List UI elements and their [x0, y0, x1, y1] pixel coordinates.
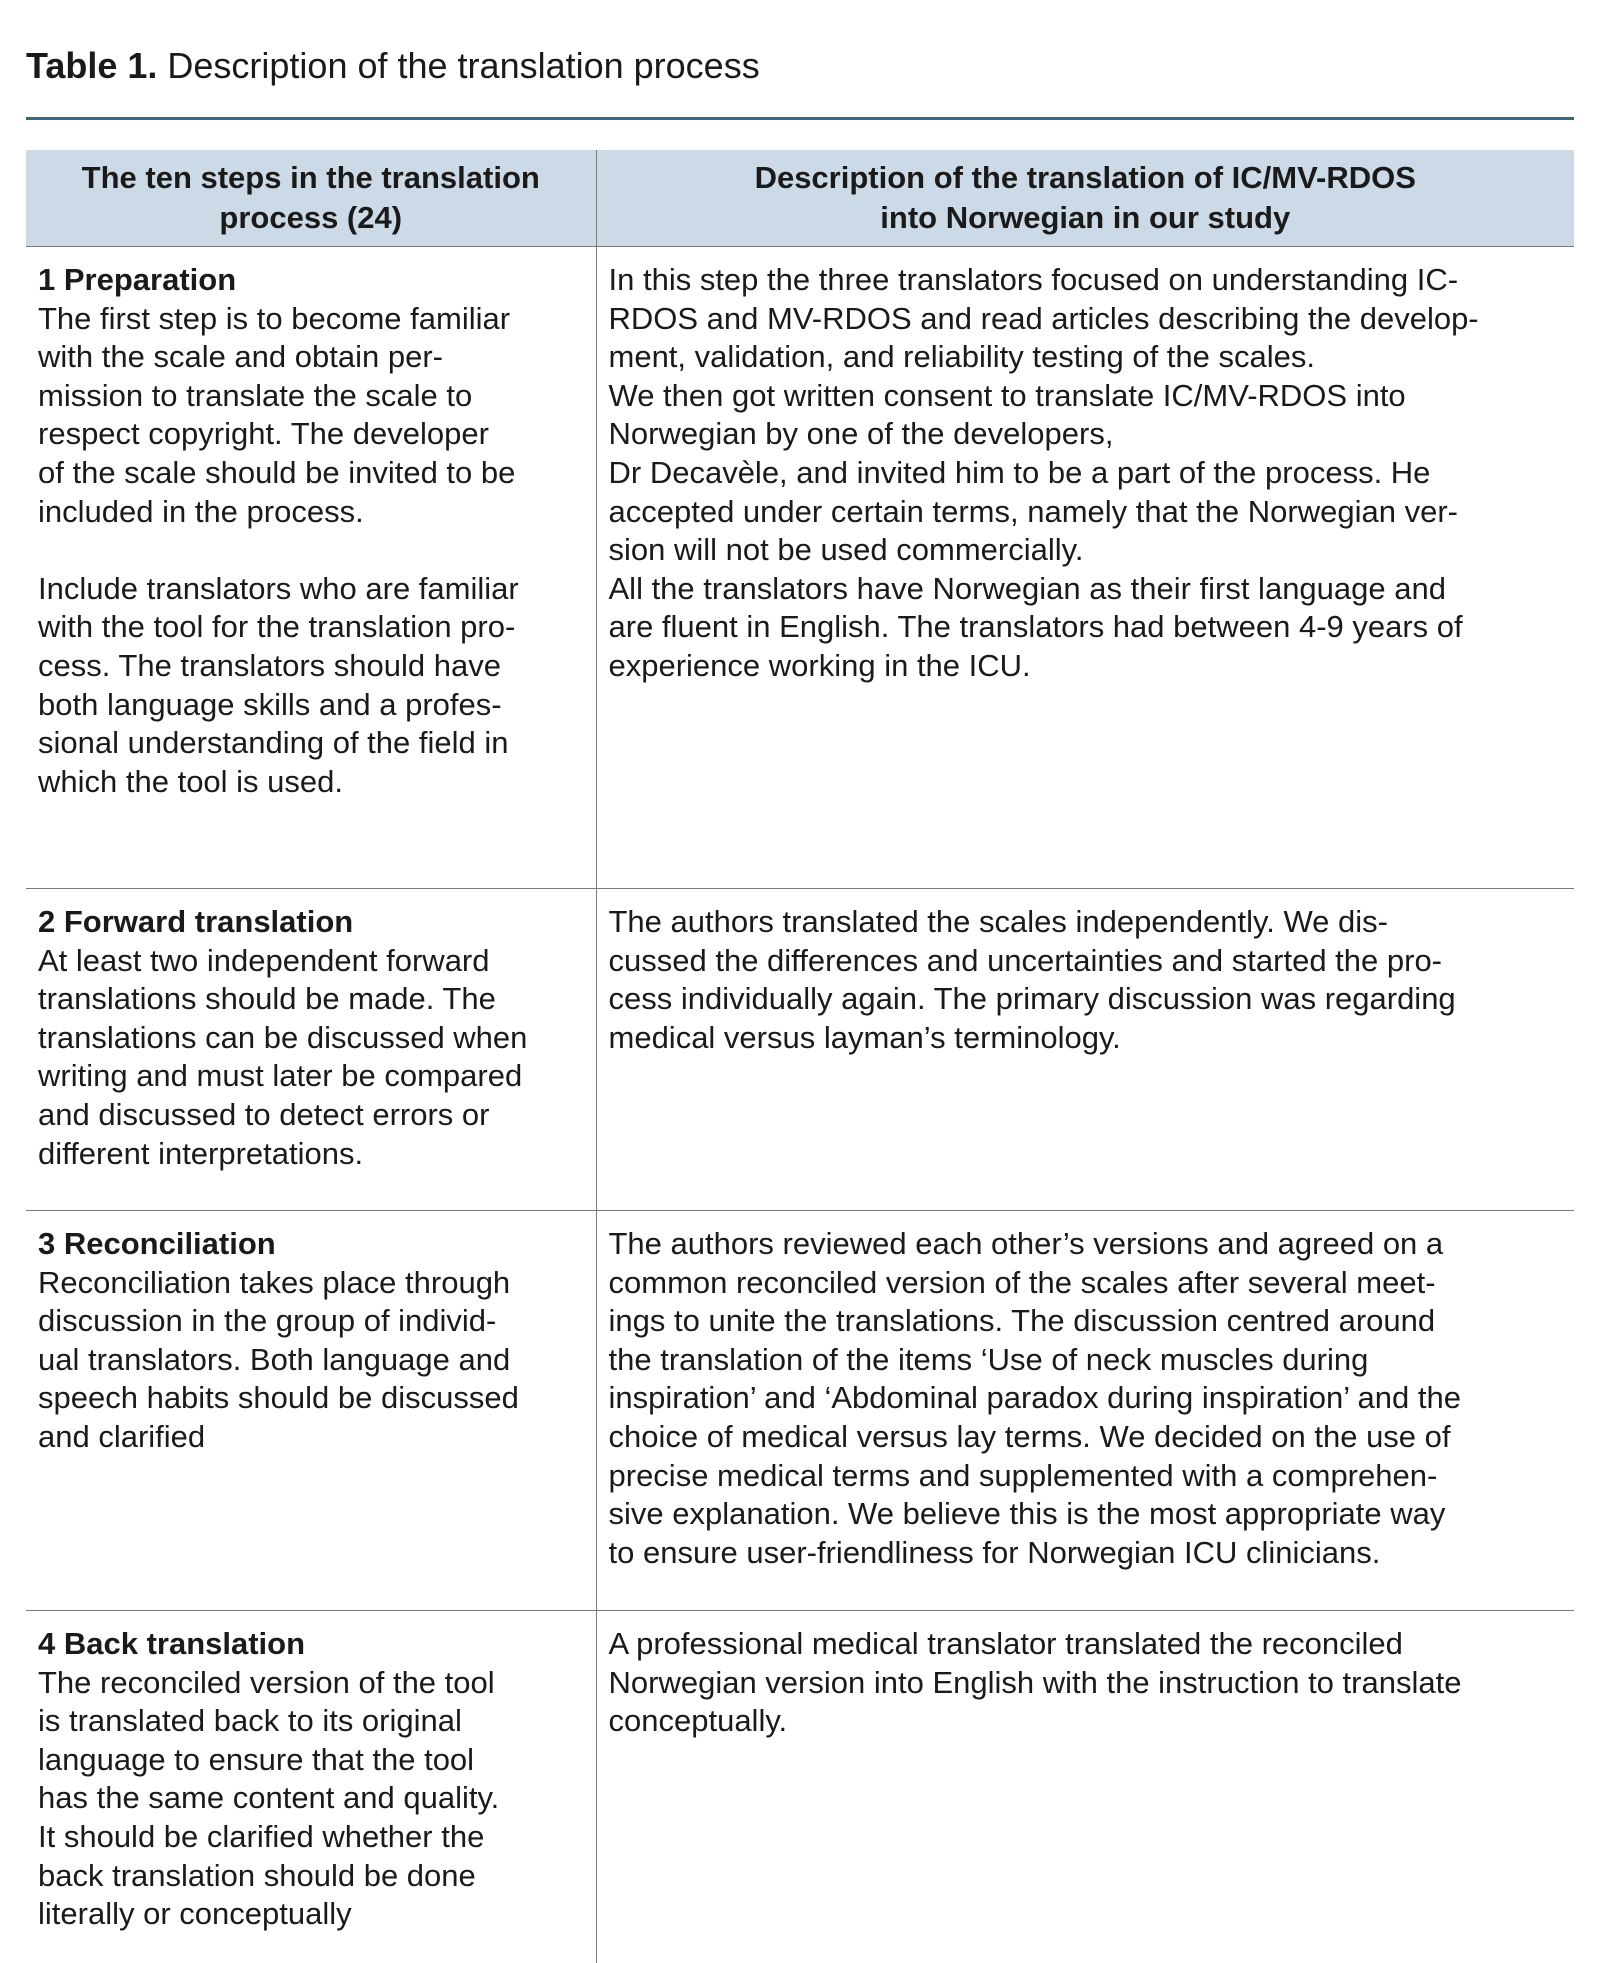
header-steps-line-2: process (24)	[219, 200, 403, 235]
paragraph-gap	[38, 531, 584, 570]
description-text-line: cess individually again. The primary discussion was regarding	[608, 981, 1456, 1017]
description-text-line: A professional medical translator translated the reconciled	[608, 1626, 1403, 1661]
description-text-line: common reconciled version of the scales after several meet-	[608, 1264, 1436, 1300]
step-text-line: and clarified	[38, 1418, 206, 1454]
step-text-line: both language skills and a profes-	[38, 686, 502, 722]
step-text-line: which the tool is used.	[38, 763, 344, 799]
description-text-line: medical versus layman’s terminology.	[608, 1019, 1121, 1055]
description-text-line: experience working in the ICU.	[608, 647, 1031, 683]
description-cell	[596, 889, 1574, 1211]
description-text-line: In this step the three translators focused on understanding IC-	[608, 262, 1459, 297]
description-cell	[596, 247, 1574, 889]
header-description-line-2: into Norwegian in our study	[880, 200, 1291, 235]
header-cell-description	[596, 150, 1574, 247]
description-text-line: The authors translated the scales independently. We dis-	[608, 904, 1388, 939]
table-row	[26, 889, 1574, 1211]
step-text-line: sional understanding of the field in	[38, 725, 509, 761]
table-row	[26, 1611, 1574, 1963]
description-cell	[596, 1611, 1574, 1963]
description-text-line: We then got written consent to translate IC/MV-RDOS into	[608, 377, 1406, 413]
translation-process-table	[26, 150, 1574, 1963]
step-text-line: Reconciliation takes place through	[38, 1264, 511, 1300]
step-cell	[26, 1611, 596, 1963]
step-text-line: with the tool for the translation pro-	[38, 609, 516, 645]
step-text-line: is translated back to its original	[38, 1703, 462, 1739]
step-text-line: Include translators who are familiar	[38, 570, 519, 606]
table-header	[26, 150, 1574, 247]
header-cell-steps	[26, 150, 596, 247]
table-caption-text: Description of the translation process	[167, 45, 760, 86]
step-cell	[26, 1211, 596, 1611]
step-title: 3 Reconciliation	[38, 1226, 276, 1261]
step-cell	[26, 247, 596, 889]
description-text-line: ings to unite the translations. The discussion centred around	[608, 1303, 1436, 1339]
description-text-line: sive explanation. We believe this is the most appropriate way	[608, 1496, 1446, 1532]
description-text-line: The authors reviewed each other’s versions and agreed on a	[608, 1226, 1444, 1261]
step-title: 1 Preparation	[38, 262, 237, 297]
table-caption	[26, 44, 760, 88]
table-row	[26, 247, 1574, 889]
description-text-line: ment, validation, and reliability testing of the scales.	[608, 339, 1315, 375]
step-text-line: literally or conceptually	[38, 1896, 352, 1932]
step-text-line: translations should be made. The	[38, 981, 496, 1017]
step-text-line: different interpretations.	[38, 1135, 364, 1171]
step-text-line: The first step is to become familiar	[38, 300, 511, 336]
step-text-line: mission to translate the scale to	[38, 377, 473, 413]
description-text-line: All the translators have Norwegian as their first language and	[608, 570, 1446, 606]
description-text-line: sion will not be used commercially.	[608, 532, 1084, 568]
step-text-line: of the scale should be invited to be	[38, 454, 516, 490]
header-description-line-1: Description of the translation of IC/MV-RDOS	[754, 160, 1416, 195]
step-text-line: back translation should be done	[38, 1857, 476, 1893]
description-text-line: Norwegian by one of the developers,	[608, 416, 1114, 452]
step-text-line: cess. The translators should have	[38, 647, 501, 683]
step-text-line: translations can be discussed when	[38, 1019, 528, 1055]
step-text-line: and discussed to detect errors or	[38, 1096, 490, 1132]
step-cell	[26, 889, 596, 1211]
step-text-line: The reconciled version of the tool	[38, 1664, 495, 1700]
step-text-line: It should be clarified whether the	[38, 1818, 485, 1854]
step-text-line: language to ensure that the tool	[38, 1741, 475, 1777]
description-text-line: are fluent in English. The translators had between 4-9 years of	[608, 609, 1463, 645]
step-text-line: respect copyright. The developer	[38, 416, 489, 452]
description-text-line: choice of medical versus lay terms. We decided on the use of	[608, 1418, 1451, 1454]
step-text-line: has the same content and quality.	[38, 1780, 500, 1816]
step-title: 2 Forward translation	[38, 904, 354, 939]
header-steps-line-1: The ten steps in the translation	[81, 160, 540, 195]
caption-divider	[26, 117, 1574, 120]
step-text-line: At least two independent forward	[38, 942, 490, 978]
description-text-line: Dr Decavèle, and invited him to be a part of the process. He	[608, 454, 1431, 490]
table-row	[26, 1211, 1574, 1611]
description-text-line: conceptually.	[608, 1703, 788, 1739]
description-text-line: RDOS and MV-RDOS and read articles describing the develop-	[608, 300, 1479, 336]
table-caption-label: Table 1.	[26, 45, 158, 86]
step-text-line: writing and must later be compared	[38, 1058, 523, 1094]
step-text-line: speech habits should be discussed	[38, 1380, 519, 1416]
table-body	[26, 247, 1574, 1963]
description-text-line: the translation of the items ‘Use of neck muscles during	[608, 1341, 1369, 1377]
step-title: 4 Back translation	[38, 1626, 306, 1661]
step-text-line: included in the process.	[38, 493, 364, 529]
description-text-line: Norwegian version into English with the instruction to translate	[608, 1664, 1462, 1700]
step-text-line: ual translators. Both language and	[38, 1341, 511, 1377]
step-text-line: discussion in the group of individ-	[38, 1303, 497, 1339]
description-text-line: inspiration’ and ‘Abdominal paradox during inspiration’ and the	[608, 1380, 1461, 1416]
description-text-line: accepted under certain terms, namely that the Norwegian ver-	[608, 493, 1458, 529]
description-text-line: precise medical terms and supplemented with a comprehen-	[608, 1457, 1438, 1493]
step-text-line: with the scale and obtain per-	[38, 339, 443, 375]
description-text-line: cussed the differences and uncertainties and started the pro-	[608, 942, 1443, 978]
description-text-line: to ensure user-friendliness for Norwegian ICU clinicians.	[608, 1534, 1381, 1570]
table-header-row	[26, 150, 1574, 247]
description-cell	[596, 1211, 1574, 1611]
